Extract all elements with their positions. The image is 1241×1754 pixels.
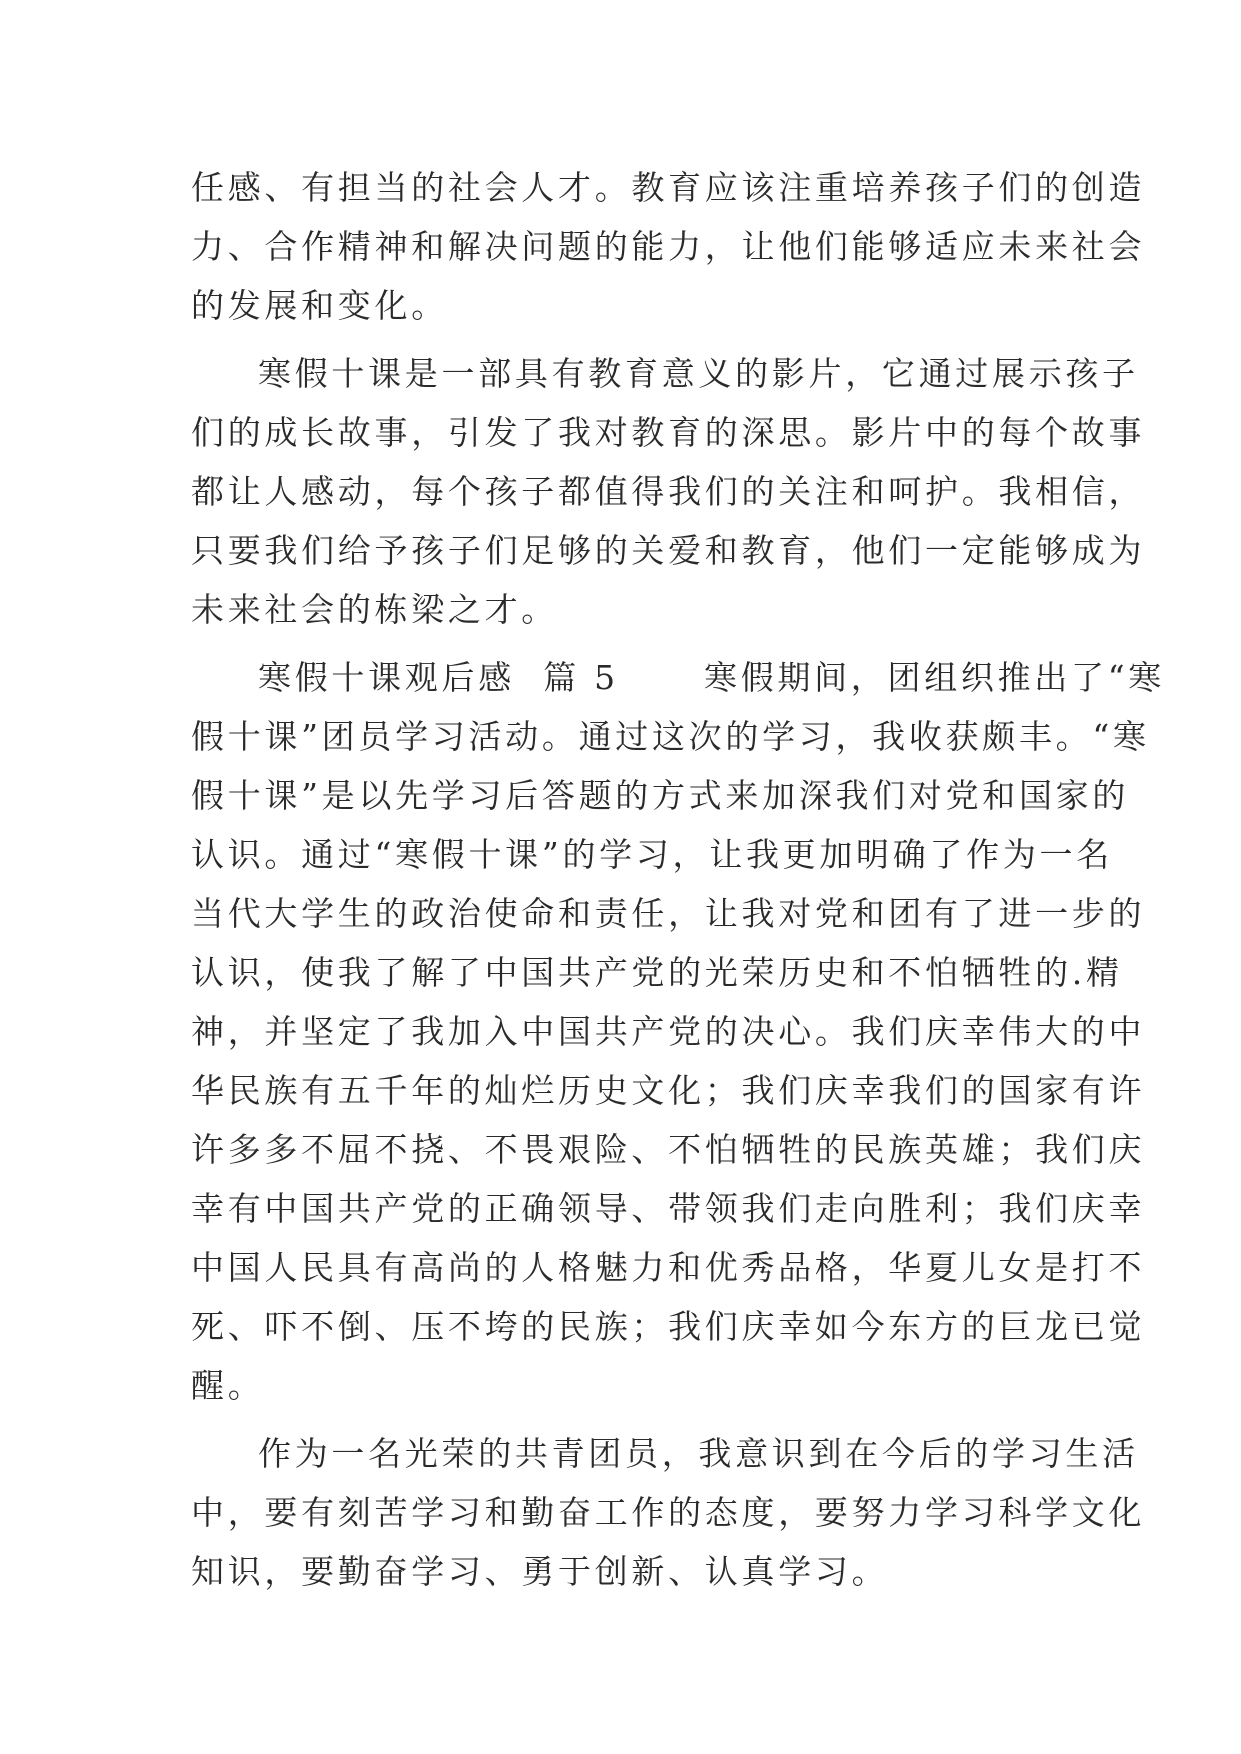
text-line: 力、合作精神和解决问题的能力，让他们能够适应未来社会 <box>191 227 1146 266</box>
text-line: 中国人民具有高尚的人格魅力和优秀品格，华夏儿女是打不 <box>191 1248 1146 1287</box>
text-line: 任感、有担当的社会人才。教育应该注重培养孩子们的创造 <box>191 168 1146 207</box>
text-line: 认识，使我了解了中国共产党的光荣历史和不怕牺牲的.精 <box>191 953 1123 992</box>
text-line: 华民族有五千年的灿烂历史文化；我们庆幸我们的国家有许 <box>191 1071 1146 1110</box>
text-line: 死、吓不倒、压不垮的民族；我们庆幸如今东方的巨龙已觉 <box>191 1307 1146 1346</box>
text-line: 只要我们给予孩子们足够的关爱和教育，他们一定能够成为 <box>191 531 1146 570</box>
paragraph-4 <box>191 1424 1146 1601</box>
text-line: 假十课”是以先学习后答题的方式来加深我们对党和国家的 <box>191 776 1130 815</box>
text-line: 许多多不屈不挠、不畏艰险、不怕牺牲的民族英雄；我们庆 <box>191 1130 1146 1169</box>
text-line: 作为一名光荣的共青团员，我意识到在今后的学习生活 <box>258 1434 1139 1473</box>
text-line: 当代大学生的政治使命和责任，让我对党和团有了进一步的 <box>191 894 1146 933</box>
text-line: 的发展和变化。 <box>191 286 448 325</box>
text-line: 知识，要勤奋学习、勇于创新、认真学习。 <box>191 1552 889 1591</box>
text-line: 未来社会的栋梁之才。 <box>191 590 558 629</box>
text-line: 神，并坚定了我加入中国共产党的决心。我们庆幸伟大的中 <box>191 1012 1146 1051</box>
paragraph-2 <box>191 344 1146 639</box>
text-line: 寒假十课是一部具有教育意义的影片，它通过展示孩子 <box>258 354 1139 393</box>
text-line: 中，要有刻苦学习和勤奋工作的态度，要努力学习科学文化 <box>191 1493 1146 1532</box>
paragraph-3 <box>191 648 1165 1415</box>
text-line: 假十课”团员学习活动。通过这次的学习，我收获颇丰。“寒 <box>191 717 1150 756</box>
text-line: 醒。 <box>191 1366 265 1405</box>
text-line: 幸有中国共产党的正确领导、带领我们走向胜利；我们庆幸 <box>191 1189 1146 1228</box>
text-line: 寒假十课观后感 篇 5 寒假期间，团组织推出了“寒 <box>258 658 1165 697</box>
text-line: 认识。通过“寒假十课”的学习，让我更加明确了作为一名 <box>191 835 1113 874</box>
paragraph-1 <box>191 158 1146 335</box>
text-line: 们的成长故事，引发了我对教育的深思。影片中的每个故事 <box>191 413 1146 452</box>
document-body <box>191 158 1165 1601</box>
text-line: 都让人感动，每个孩子都值得我们的关注和呵护。我相信， <box>191 472 1146 511</box>
